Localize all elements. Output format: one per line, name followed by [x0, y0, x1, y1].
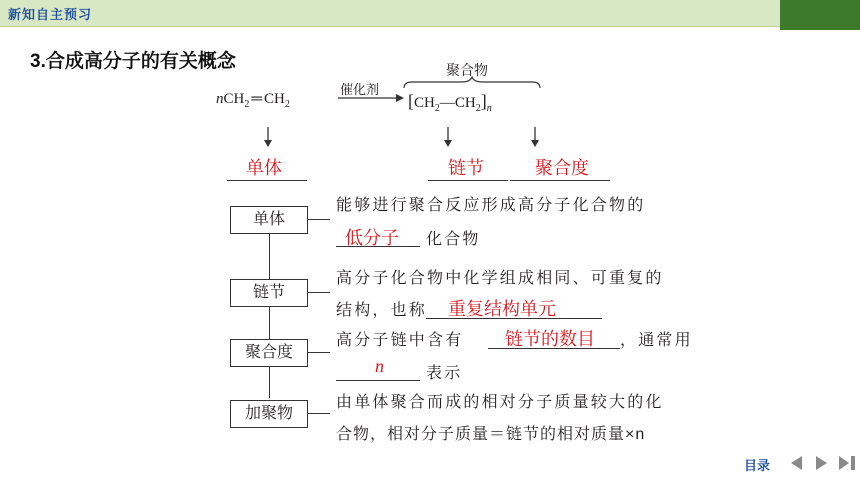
monomer-desc-line1: 能够进行聚合反应形成高分子化合物的: [336, 197, 646, 214]
arrow-to-degree-icon: [529, 126, 541, 148]
addition-polymer-desc-line2: 合物，相对分子质量＝链节的相对质量×n: [336, 426, 646, 443]
polymer-brace-icon: [400, 76, 545, 90]
formula-ch-b: CH: [263, 91, 285, 107]
concept-box-addition-polymer: 加聚物: [230, 400, 308, 428]
connector-addition-polymer: [308, 413, 330, 414]
poly-sub-a: 2: [434, 103, 440, 114]
poly-sub-b: 2: [475, 103, 481, 114]
answer-repeating-unit: 重复结构单元: [448, 299, 556, 319]
toc-link[interactable]: 目录: [744, 458, 771, 473]
section-title: [30, 46, 236, 73]
chain-link-desc-line2: 结构，也称: [336, 302, 428, 319]
concept-box-degree: 聚合度: [230, 339, 308, 367]
poly-sub-n: n: [486, 103, 492, 114]
polymer-label: 聚合物: [446, 62, 488, 78]
degree-desc-prefix: 高分子链中含有: [336, 332, 464, 349]
poly-ch-b: CH: [454, 95, 476, 111]
formula-ch-a: CH: [223, 91, 245, 107]
monomer-desc-line2: 化合物: [426, 231, 481, 248]
degree-desc-line2: 表示: [426, 365, 463, 382]
next-arrow-icon[interactable]: [814, 455, 830, 471]
catalyst-label: 催化剂: [340, 82, 380, 97]
reaction-arrow-icon: [336, 92, 406, 104]
formula-sub-b: 2: [284, 99, 290, 110]
prev-arrow-icon[interactable]: [788, 455, 804, 471]
section-title-text: .合成高分子的有关概念: [40, 51, 236, 72]
answer-n-symbol: n: [375, 356, 384, 376]
chain-link-desc-line1: 高分子化合物中化学组成相同、可重复的: [336, 270, 664, 287]
blank-monomer: [227, 180, 307, 181]
blank-n-symbol: [336, 380, 420, 381]
arrow-to-monomer-icon: [262, 126, 274, 148]
degree-desc-suffix: ，通常用: [620, 332, 693, 349]
answer-chain-link: 链节: [448, 158, 484, 178]
answer-degree: 聚合度: [535, 158, 589, 178]
formula-double-bond: ═: [251, 91, 262, 107]
header-title: 新知自主预习: [8, 7, 93, 22]
monomer-formula: [216, 91, 290, 110]
blank-degree: [510, 180, 610, 181]
concept-box-chain-link: 链节: [230, 279, 308, 307]
connector-monomer: [308, 219, 330, 220]
header-accent: [780, 0, 860, 30]
connector-degree: [308, 352, 330, 353]
section-number: 3: [30, 51, 41, 72]
concept-box-monomer: 单体: [230, 206, 308, 234]
addition-polymer-desc-line1: 由单体聚合而成的相对分子质量较大的化: [336, 394, 664, 411]
answer-low-molecule: 低分子: [345, 228, 399, 248]
poly-ch-a: CH: [414, 95, 435, 111]
header-bar: [0, 0, 782, 27]
formula-n: n: [216, 91, 224, 107]
connector-chain-link: [308, 292, 330, 293]
poly-bond: —: [439, 95, 455, 111]
answer-link-count: 链节的数目: [505, 329, 595, 349]
arrow-to-link-icon: [442, 126, 454, 148]
last-page-icon[interactable]: [838, 455, 858, 471]
polymer-formula: $[CH_2—CH_2]_n$: [408, 91, 492, 114]
answer-monomer: 单体: [246, 158, 282, 178]
concept-connector: [269, 234, 270, 398]
formula-sub-a: 2: [244, 99, 250, 110]
blank-chain-link: [428, 180, 508, 181]
